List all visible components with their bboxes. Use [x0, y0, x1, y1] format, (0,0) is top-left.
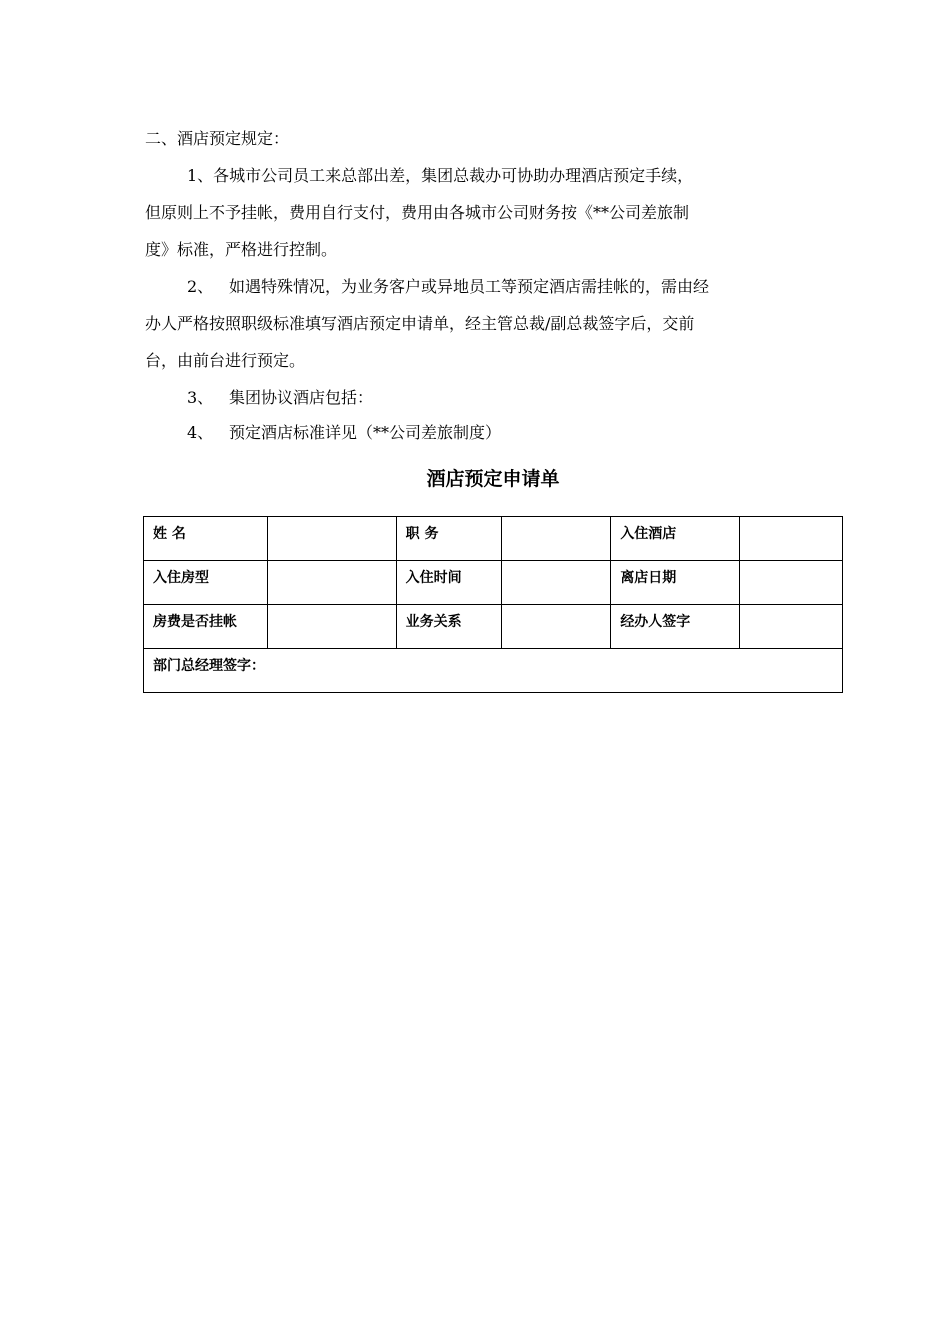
item-1-line-1: 1、各城市公司员工来总部出差，集团总裁办可协助办理酒店预定手续， — [187, 166, 694, 185]
form-label-position: 职 务 — [396, 517, 502, 561]
form-field-manager-signature[interactable]: 部门总经理签字： — [144, 649, 843, 693]
section-heading: 二、酒店预定规定： — [145, 129, 290, 148]
form-label-business-relation: 业务关系 — [396, 605, 502, 649]
item-1-line-2: 但原则上不予挂帐，费用自行支付，费用由各城市公司财务按《**公司差旅制 — [145, 203, 690, 222]
form-row — [144, 517, 843, 561]
item-2-text: 如遇特殊情况，为业务客户或异地员工等预定酒店需挂帐的，需由经 — [229, 277, 710, 296]
item-4-text: 预定酒店标准详见（**公司差旅制度） — [229, 423, 502, 442]
form-row — [144, 561, 843, 605]
form-title: 酒店预定申请单 — [426, 468, 560, 490]
form-field-room-type[interactable] — [267, 561, 396, 605]
form-label-name: 姓 名 — [144, 517, 268, 561]
form-label-room-type: 入住房型 — [144, 561, 268, 605]
form-label-handler-signature: 经办人签字 — [611, 605, 740, 649]
form-field-name[interactable] — [267, 517, 396, 561]
form-field-checkout-date[interactable] — [740, 561, 843, 605]
form-field-billing[interactable] — [267, 605, 396, 649]
item-3 — [187, 383, 373, 413]
form-field-business-relation[interactable] — [502, 605, 611, 649]
item-2-line-3: 台，由前台进行预定。 — [145, 351, 306, 370]
item-2-line-2: 办人严格按照职级标准填写酒店预定申请单，经主管总裁/副总裁签字后，交前 — [145, 314, 695, 333]
form-label-checkout-date: 离店日期 — [611, 561, 740, 605]
item-1-line-3: 度》标准，严格进行控制。 — [145, 240, 338, 259]
item-4 — [187, 418, 501, 448]
form-label-checkin-time: 入住时间 — [396, 561, 502, 605]
form-field-handler-signature[interactable] — [740, 605, 843, 649]
item-3-number: 3、 — [187, 388, 214, 407]
form-field-checkin-time[interactable] — [502, 561, 611, 605]
form-row — [144, 605, 843, 649]
item-4-number: 4、 — [187, 423, 214, 442]
hotel-booking-form — [143, 516, 843, 693]
form-field-position[interactable] — [502, 517, 611, 561]
form-field-hotel[interactable] — [740, 517, 843, 561]
form-row — [144, 649, 843, 693]
item-3-text: 集团协议酒店包括： — [229, 388, 374, 407]
item-2-line-1 — [187, 272, 709, 302]
form-label-hotel: 入住酒店 — [611, 517, 740, 561]
item-2-number: 2、 — [187, 277, 214, 296]
form-label-billing: 房费是否挂帐 — [144, 605, 268, 649]
